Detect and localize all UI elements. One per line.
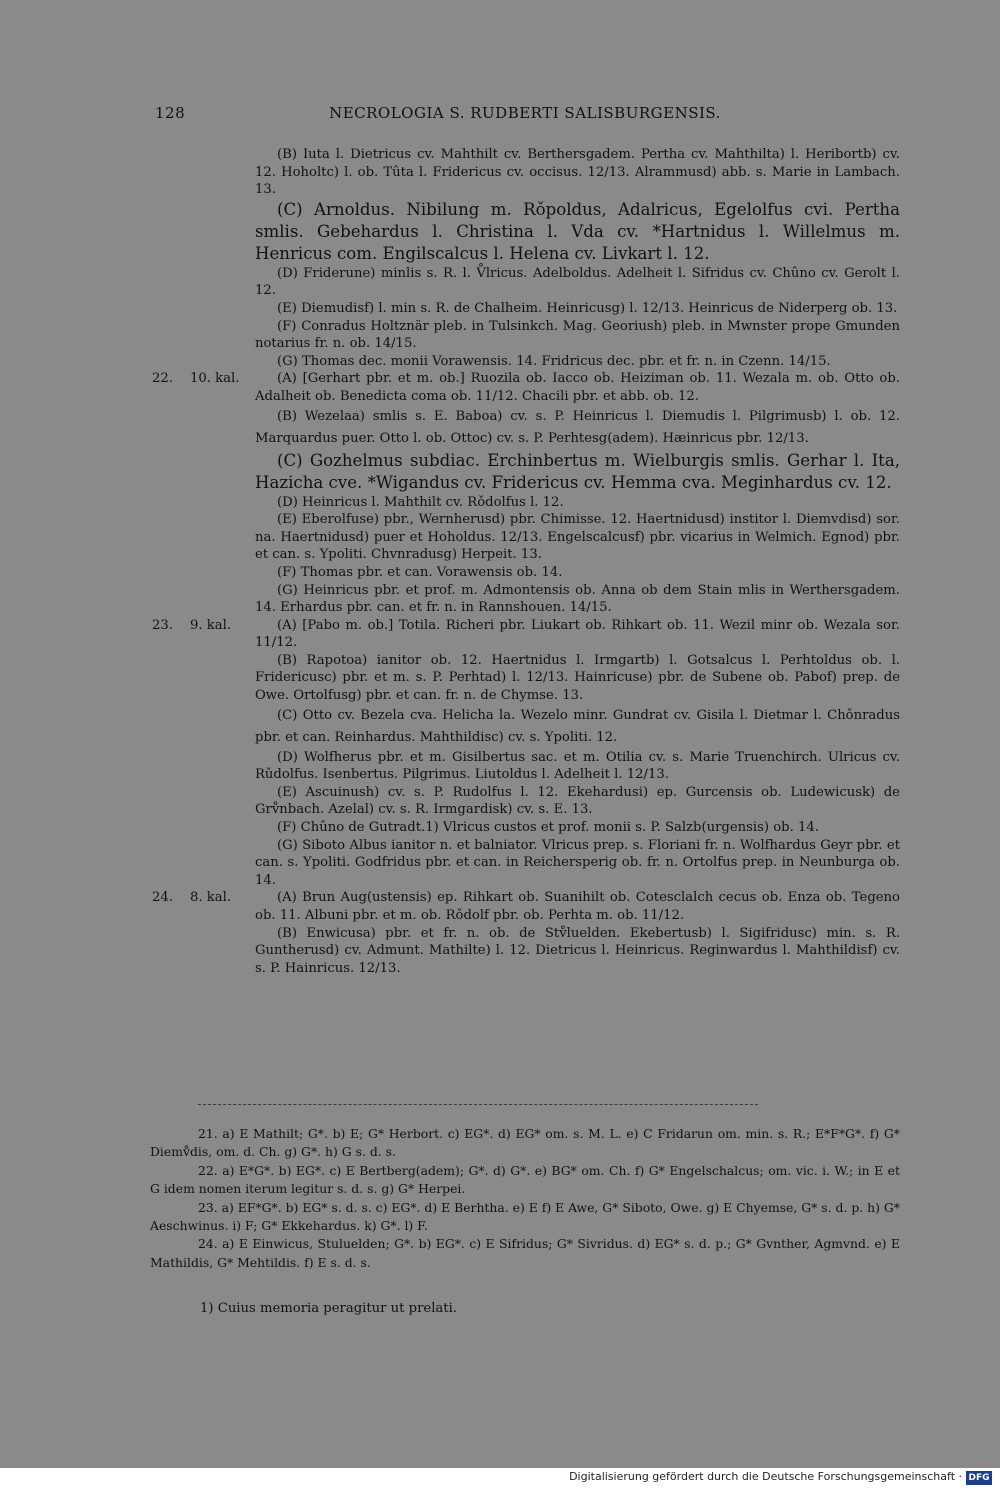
entry-paragraph: (E) Eberolfuse) pbr., Wernherusd) pbr. Chimisse. 12. Haertnidusd) institor l. Diemvdisd) sor. na. Haertnidusd) puer et Hoholdus. 12/13. Engelscalcusf) pbr. vicarius in Welmich. Egnod) pbr. et can. s. Ypoliti. Chvnradusg) Herpeit. 13. bbox=[255, 512, 900, 563]
entry-paragraph: (B) Wezelaa) smlis s. E. Baboa) cv. s. P. Heinricus l. Diemudis l. Pilgrimusb) l. ob. 12. Marquardus puer. Otto l. ob. Ottoc) cv. s. P. Perhtesg(adem). Hæinricus pbr. 12/13. bbox=[255, 408, 900, 446]
entry-paragraph: (F) Conradus Holtznär pleb. in Tulsinkch. Mag. Georiush) pleb. in Mwnster prope Gmunden notarius fr. n. ob. 14/15. bbox=[255, 318, 900, 352]
entry-day: 23. bbox=[152, 617, 173, 633]
entry-paragraph: (B) Rapotoa) ianitor ob. 12. Haertnidus l. Irmgartb) l. Gotsalcus l. Perhtoldus ob. l. Fridericusc) pbr. et m. s. P. Perhtad) l. 12/13. Hainricuse) pbr. de Subene ob. Pabof) prep. de Owe. Ortolfusg) pbr. et can. fr. n. de Chymse. 13. bbox=[255, 652, 900, 704]
page-number: 128 bbox=[155, 104, 186, 122]
notes-separator bbox=[198, 1104, 758, 1105]
entry-paragraph: (B) Iuta l. Dietricus cv. Mahthilt cv. Berthersgadem. Pertha cv. Mahthilta) l. Heribortb) cv. 12. Hoholtc) l. ob. Tûta l. Fridericus cv. occisus. 12/13. Alrammusd) abb. s. Marie in Lambach. 13. bbox=[255, 147, 900, 198]
calendar-entry bbox=[148, 146, 900, 370]
entry-day: 24. bbox=[152, 890, 173, 906]
calendar-entry bbox=[148, 617, 900, 890]
entry-paragraph: (D) Heinricus l. Mahthilt cv. Rǒdolfus l. 12. bbox=[277, 494, 564, 510]
running-title: NECROLOGIA S. RUDBERTI SALISBURGENSIS. bbox=[329, 104, 721, 122]
necrology-entries bbox=[148, 146, 900, 977]
dfg-logo-icon: DFG bbox=[966, 1471, 992, 1485]
entry-paragraph: (A) [Gerhart pbr. et m. ob.] Ruozila ob. Iacco ob. Heiziman ob. 11. Wezala m. ob. Otto ob. Adalheit ob. Benedicta coma ob. 11/12. Chacili pbr. et abb. ob. 12. bbox=[255, 371, 900, 404]
calendar-entry bbox=[148, 889, 900, 977]
entry-paragraph: (G) Thomas dec. monii Vorawensis. 14. Fridricus dec. pbr. et fr. n. in Czenn. 14/15. bbox=[277, 353, 831, 369]
entry-paragraph: (F) Thomas pbr. et can. Vorawensis ob. 14. bbox=[277, 564, 563, 580]
entry-kalends: 8. kal. bbox=[190, 890, 232, 906]
entry-paragraph: (D) Wolfherus pbr. et m. Gisilbertus sac. et m. Otilia cv. s. Marie Truenchirch. Ulricus cv. Rǔdolfus. Isenbertus. Pilgrimus. Liutoldus l. Adelheit l. 12/13. bbox=[255, 749, 900, 783]
entry-paragraph: (C) Gozhelmus subdiac. Erchinbertus m. Wielburgis smlis. Gerhar l. Ita, Hazicha cve. *Wigandus cv. Fridericus cv. Hemma cva. Meginhardus cv. 12. bbox=[255, 450, 900, 492]
apparatus-note: 23. a) EF*G*. b) EG* s. d. s. c) EG*. d) E Berhtha. e) E f) E Awe, G* Siboto, Owe. g) E Chyemse, G* s. d. p. h) G* Aeschwinus. i) F; G* Ekkehardus. k) G*. l) F. bbox=[150, 1199, 900, 1234]
entry-kalends: 10. kal. bbox=[190, 371, 240, 387]
entry-paragraph: (C) Otto cv. Bezela cva. Helicha la. Wezelo minr. Gundrat cv. Gisila l. Dietmar l. Chǒnradus pbr. et can. Reinhardus. Mahthildisc) cv. s. Ypoliti. 12. bbox=[255, 707, 900, 745]
entry-paragraph: (A) Brun Aug(ustensis) ep. Rihkart ob. Suanihilt ob. Cotesclalch cecus ob. Enza ob. Tegeno ob. 11. Albuni pbr. et m. ob. Rǒdolf pbr. ob. Perhta m. ob. 11/12. bbox=[255, 890, 900, 923]
critical-apparatus bbox=[150, 1125, 900, 1272]
entry-paragraph: (G) Heinricus pbr. et prof. m. Admontensis ob. Anna ob dem Stain mlis in Werthersgadem. 14. Erhardus pbr. can. et fr. n. in Rannshouen. 14/15. bbox=[255, 582, 900, 616]
entry-kalends: 9. kal. bbox=[190, 617, 232, 633]
entry-paragraph: (A) [Pabo m. ob.] Totila. Richeri pbr. Liukart ob. Rihkart ob. 11. Wezil minr ob. Wezala sor. 11/12. bbox=[255, 617, 900, 651]
page-header bbox=[150, 104, 900, 128]
entry-paragraph: (G) Siboto Albus ianitor n. et balniator. Vlricus prep. s. Floriani fr. n. Wolfhardus Geyr pbr. et can. s. Ypoliti. Godfridus pbr. et can. in Reichersperig ob. fr. n. Ortolfus prep. in Neunburga ob. 14. bbox=[255, 837, 900, 888]
entry-day: 22. bbox=[152, 371, 173, 387]
entry-paragraph: (B) Enwicusa) pbr. et fr. n. ob. de Stv̊luelden. Ekebertusb) l. Sigifridusc) min. s. R. Guntherusd) cv. Admunt. Mathilte) l. 12. Dietricus l. Heinricus. Reginwardus l. Mahthildisf) cv. s. P. Hainricus. 12/13. bbox=[255, 925, 900, 976]
entry-paragraph: (D) Friderune) minlis s. R. l. V̊lricus. Adelboldus. Adelheit l. Sifridus cv. Chûno cv. Gerolt l. 12. bbox=[255, 265, 900, 299]
footnote: 1) Cuius memoria peragitur ut prelati. bbox=[200, 1301, 457, 1316]
funding-notice: Digitalisierung gefördert durch die Deutsche Forschungsgemeinschaft · bbox=[569, 1470, 962, 1483]
footer-bar bbox=[0, 1468, 1000, 1489]
entry-paragraph: (E) Diemudisf) l. min s. R. de Chalheim. Heinricusg) l. 12/13. Heinricus de Niderperg ob. 13. bbox=[277, 300, 898, 316]
apparatus-note: 24. a) E Einwicus, Stuluelden; G*. b) EG*. c) E Sifridus; G* Sivridus. d) EG* s. d. p.; G* Gvnther, Agmvnd. e) E Mathildis, G* Mehtildis. f) E s. d. s. bbox=[150, 1236, 900, 1270]
entry-paragraph: (E) Ascuinush) cv. s. P. Rudolfus l. 12. Ekehardusi) ep. Gurcensis ob. Ludewicusk) de Grv̊nbach. Azelal) cv. s. R. Irmgardisk) cv. s. E. 13. bbox=[255, 784, 900, 818]
calendar-entry bbox=[148, 370, 900, 616]
entry-paragraph: (F) Chûno de Gutradt.1) Vlricus custos et prof. monii s. P. Salzb(urgensis) ob. 14. bbox=[277, 820, 819, 836]
apparatus-note: 21. a) E Mathilt; G*. b) E; G* Herbort. c) EG*. d) EG* om. s. M. L. e) C Fridarun om. min. s. R.; E*F*G*. f) G* Diemv̊dis, om. d. Ch. g) G*. h) G s. d. s. bbox=[150, 1126, 900, 1160]
entry-paragraph: (C) Arnoldus. Nibilung m. Rǒpoldus, Adalricus, Egelolfus cvi. Pertha smlis. Gebehardus l. Christina l. Vda cv. *Hartnidus l. Willelmus m. Henricus com. Engilscalcus l. Helena cv. Livkart l. 12. bbox=[255, 199, 900, 263]
apparatus-note: 22. a) E*G*. b) EG*. c) E Bertberg(adem); G*. d) G*. e) BG* om. Ch. f) G* Engelschalcus; om. vic. i. W.; in E et G idem nomen iterum legitur s. d. s. g) G* Herpei. bbox=[150, 1162, 900, 1197]
